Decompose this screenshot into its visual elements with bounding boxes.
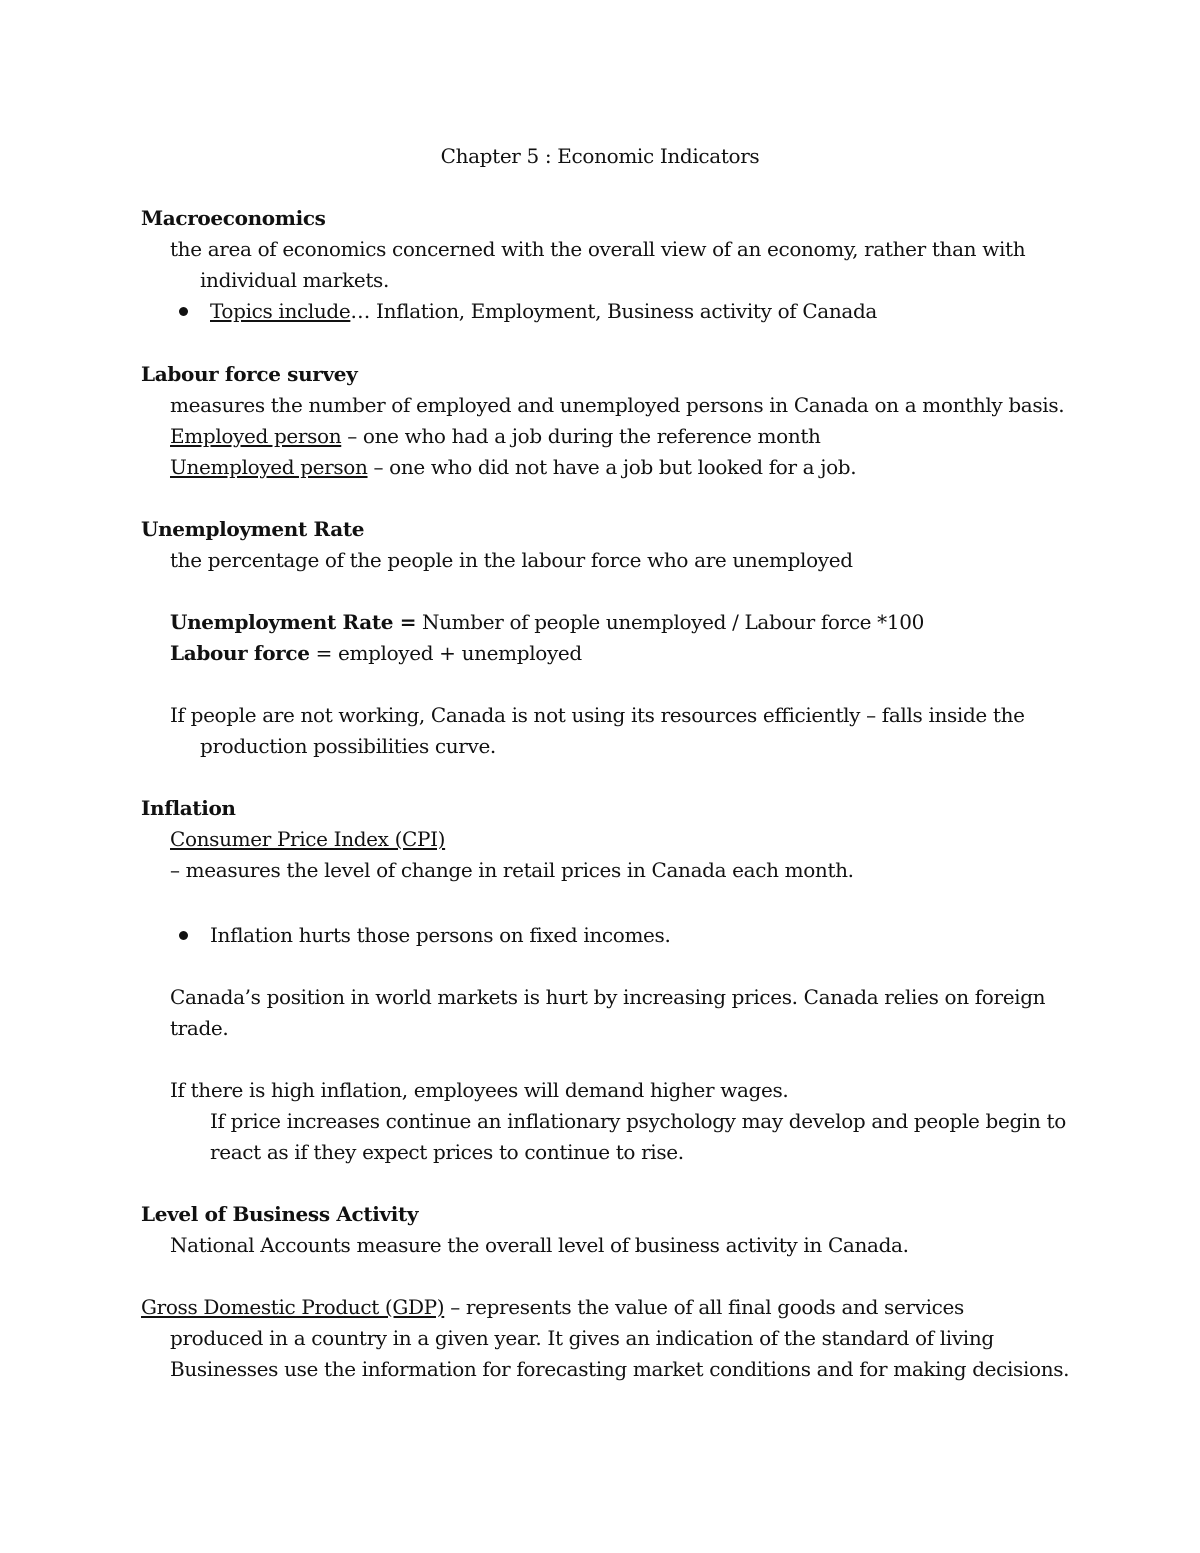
employed-person-definition: – one who had a job during the reference month <box>341 424 821 448</box>
section-heading-macroeconomics: Macroeconomics <box>141 206 326 230</box>
trade-line1: Canada’s position in world markets is hurt by increasing prices. Canada relies on foreign <box>170 985 1046 1009</box>
gdp-term: Gross Domestic Product (GDP) <box>141 1295 445 1319</box>
cpi-term: Consumer Price Index (CPI) <box>170 827 446 851</box>
unemployed-person-term: Unemployed person <box>170 455 368 479</box>
unemployed-person-item <box>170 454 856 480</box>
labour-force-formula <box>170 640 582 666</box>
unemployment-note-line1: If people are not working, Canada is not using its resources efficiently – falls inside the <box>170 703 1025 727</box>
unemployed-person-definition: – one who did not have a job but looked for a job. <box>367 455 857 479</box>
psychology-line1: If price increases continue an inflationary psychology may develop and people begin to <box>210 1109 1066 1133</box>
section-heading-business-activity: Level of Business Activity <box>141 1202 419 1226</box>
gdp-line3: Businesses use the information for forecasting market conditions and for making decisions. <box>170 1357 1070 1381</box>
trade-line2: trade. <box>170 1016 229 1040</box>
labour-definition: measures the number of employed and unemployed persons in Canada on a monthly basis. <box>170 393 1065 417</box>
gdp-line2: produced in a country in a given year. It gives an indication of the standard of living <box>170 1326 994 1350</box>
section-heading-unemployment-rate: Unemployment Rate <box>141 517 365 541</box>
employed-person-term: Employed person <box>170 424 342 448</box>
unemployment-definition: the percentage of the people in the labour force who are unemployed <box>170 548 853 572</box>
macro-definition-line1: the area of economics concerned with the overall view of an economy, rather than with <box>170 237 1026 261</box>
unemployment-note-line2: production possibilities curve. <box>200 734 496 758</box>
bullet-icon <box>179 307 188 316</box>
inflation-bullet-item: Inflation hurts those persons on fixed incomes. <box>210 923 671 947</box>
formula-text: Number of people unemployed / Labour force *100 <box>422 610 924 634</box>
topics-include-label: Topics include <box>210 299 351 323</box>
labour-force-label: Labour force <box>170 641 310 665</box>
section-heading-inflation: Inflation <box>141 796 236 820</box>
macro-definition-line2: individual markets. <box>200 268 389 292</box>
psychology-line2: react as if they expect prices to continue to rise. <box>210 1140 684 1164</box>
formula-label: Unemployment Rate = <box>170 610 417 634</box>
bullet-icon <box>179 931 188 940</box>
section-heading-labour-force-survey: Labour force survey <box>141 362 358 386</box>
page-title: Chapter 5 : Economic Indicators <box>440 144 760 168</box>
gdp-definition: – represents the value of all final goods and services <box>444 1295 964 1319</box>
employed-person-item <box>170 423 821 449</box>
topics-list: … Inflation, Employment, Business activity of Canada <box>350 299 877 323</box>
cpi-definition: – measures the level of change in retail prices in Canada each month. <box>170 858 854 882</box>
gdp-item <box>141 1294 964 1320</box>
labour-force-text: = employed + unemployed <box>309 641 582 665</box>
business-definition: National Accounts measure the overall level of business activity in Canada. <box>170 1233 909 1257</box>
macro-bullet-item <box>210 298 877 324</box>
wages-line: If there is high inflation, employees will demand higher wages. <box>170 1078 789 1102</box>
